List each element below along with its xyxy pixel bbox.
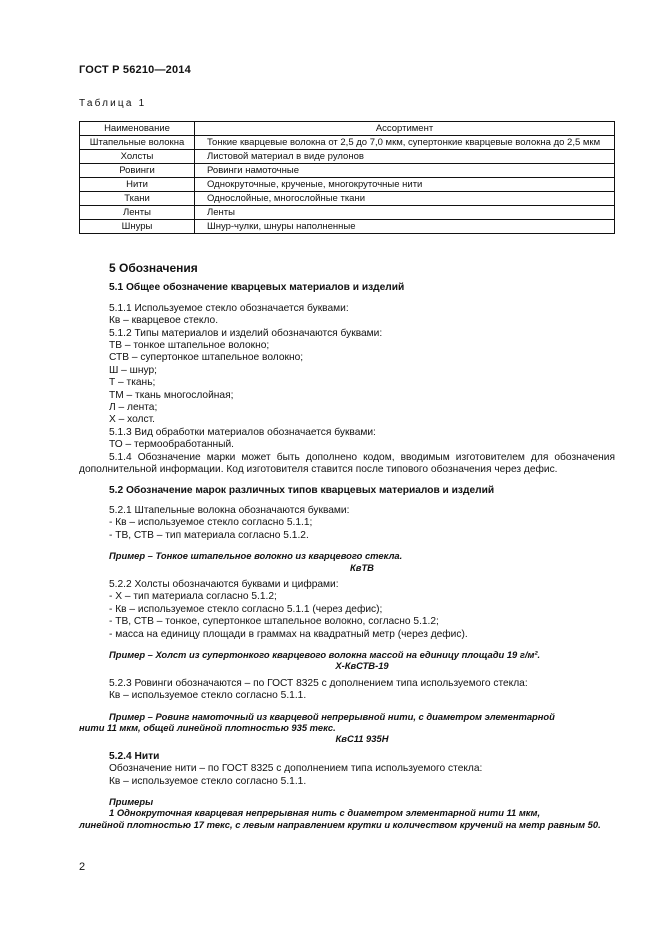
example-code: КвС11 935Н (335, 733, 389, 745)
cell-value: Однокруточные, крученые, многокруточные нити (195, 178, 615, 192)
list-item: Ш – шнур; (109, 364, 157, 376)
table-row (80, 164, 615, 178)
paragraph: 5.2.2 Холсты обозначаются буквами и цифрами: (109, 578, 339, 590)
list-item: - масса на единицу площади в граммах на квадратный метр (через дефис). (109, 628, 468, 640)
example-text: Пример – Холст из супертонкого кварцевого волокна массой на единицу площади 19 г/м². (109, 648, 541, 660)
cell-value: Ровинги намоточные (195, 164, 615, 178)
subsection-title: 5.2.4 Нити (109, 750, 160, 762)
subsection-title: 5.2 Обозначение марок различных типов кварцевых материалов и изделий (109, 484, 495, 496)
list-item: ТВ – тонкое штапельное волокно; (109, 340, 270, 352)
example-text-rest: нити 11 мкм, общей линейной плотностью 935 текс. (79, 722, 336, 733)
list-item: - Кв – используемое стекло согласно 5.1.1 (через дефис); (109, 603, 383, 615)
cell-name: Ленты (80, 206, 195, 220)
paragraph: 5.1.1 Используемое стекло обозначается буквами: (109, 302, 349, 314)
column-header-name: Наименование (80, 122, 195, 136)
cell-value: Шнур-чулки, шнуры наполненные (195, 220, 615, 234)
table-row (80, 206, 615, 220)
cell-value: Ленты (195, 206, 615, 220)
table-row (80, 178, 615, 192)
paragraph (79, 452, 615, 477)
subsection-title: 5.1 Общее обозначение кварцевых материалов и изделий (109, 282, 405, 294)
page-number: 2 (79, 861, 86, 873)
list-item: ТМ – ткань многослойная; (109, 389, 234, 401)
column-header-assortment: Ассортимент (195, 122, 615, 136)
paragraph: Кв – используемое стекло согласно 5.1.1. (109, 690, 307, 702)
list-item: СТВ – супертонкое штапельное волокно; (109, 352, 304, 364)
paragraph: 5.1.2 Типы материалов и изделий обозначаются буквами: (109, 327, 383, 339)
section-5 (79, 261, 615, 830)
example-text-lead: 1 Однокруточная кварцевая непрерывная нить с диаметром элементарной нити 11 мкм, (109, 807, 541, 819)
table-caption: Таблица 1 (79, 98, 147, 109)
list-item: - Кв – используемое стекло согласно 5.1.1; (109, 517, 313, 529)
table-row (80, 220, 615, 234)
example-text: Пример – Тонкое штапельное волокно из кварцевого стекла. (109, 550, 403, 562)
list-item: Х – холст. (109, 414, 155, 426)
example-text-lead: Пример – Ровинг намоточный из кварцевой непрерывной нити, с диаметром элементарной (109, 710, 555, 722)
paragraph-text: 5.1.4 Обозначение марки может быть дополнено кодом, вводимым изготовителем для обозначения дополнительной информации. Код изготовителя ставится после типового обозначения через дефис. (79, 451, 615, 476)
table-row (80, 150, 615, 164)
cell-name: Холсты (80, 150, 195, 164)
cell-name: Ткани (80, 192, 195, 206)
cell-value: Листовой материал в виде рулонов (195, 150, 615, 164)
table-row (80, 192, 615, 206)
cell-name: Ровинги (80, 164, 195, 178)
paragraph: 5.2.3 Ровинги обозначаются – по ГОСТ 8325 с дополнением типа используемого стекла: (109, 677, 528, 689)
assortment-table (79, 121, 615, 234)
list-item: - ТВ, СТВ – тонкое, супертонкое штапельное волокно, согласно 5.1.2; (109, 616, 439, 628)
paragraph: 5.2.1 Штапельные волокна обозначаются буквами: (109, 504, 350, 516)
example-text-rest: линейной плотностью 17 текс, с левым направлением крутки и количеством кручений на метр равным 50. (79, 818, 601, 830)
paragraph: Кв – используемое стекло согласно 5.1.1. (109, 775, 307, 787)
table-row (80, 136, 615, 150)
paragraph: Обозначение нити – по ГОСТ 8325 с дополнением типа используемого стекла: (109, 763, 483, 775)
cell-name: Штапельные волокна (80, 136, 195, 150)
cell-name: Нити (80, 178, 195, 192)
example-code: КвТВ (350, 561, 374, 573)
examples-title: Примеры (109, 796, 154, 808)
paragraph: ТО – термообработанный. (109, 439, 234, 451)
list-item: Л – лента; (109, 402, 158, 414)
cell-value: Однослойные, многослойные ткани (195, 192, 615, 206)
section-title: 5 Обозначения (109, 261, 198, 275)
list-item: - Х – тип материала согласно 5.1.2; (109, 591, 277, 603)
cell-name: Шнуры (80, 220, 195, 234)
list-item: Т – ткань; (109, 377, 156, 389)
list-item: - ТВ, СТВ – тип материала согласно 5.1.2. (109, 529, 309, 541)
example-code: Х-КвСТВ-19 (335, 660, 389, 672)
paragraph: 5.1.3 Вид обработки материалов обозначается буквами: (109, 426, 376, 438)
table-header-row (80, 122, 615, 136)
cell-value: Тонкие кварцевые волокна от 2,5 до 7,0 мкм, супертонкие кварцевые волокна до 2,5 мкм (195, 136, 615, 150)
paragraph: Кв – кварцевое стекло. (109, 315, 219, 327)
document-header: ГОСТ Р 56210—2014 (79, 64, 191, 76)
